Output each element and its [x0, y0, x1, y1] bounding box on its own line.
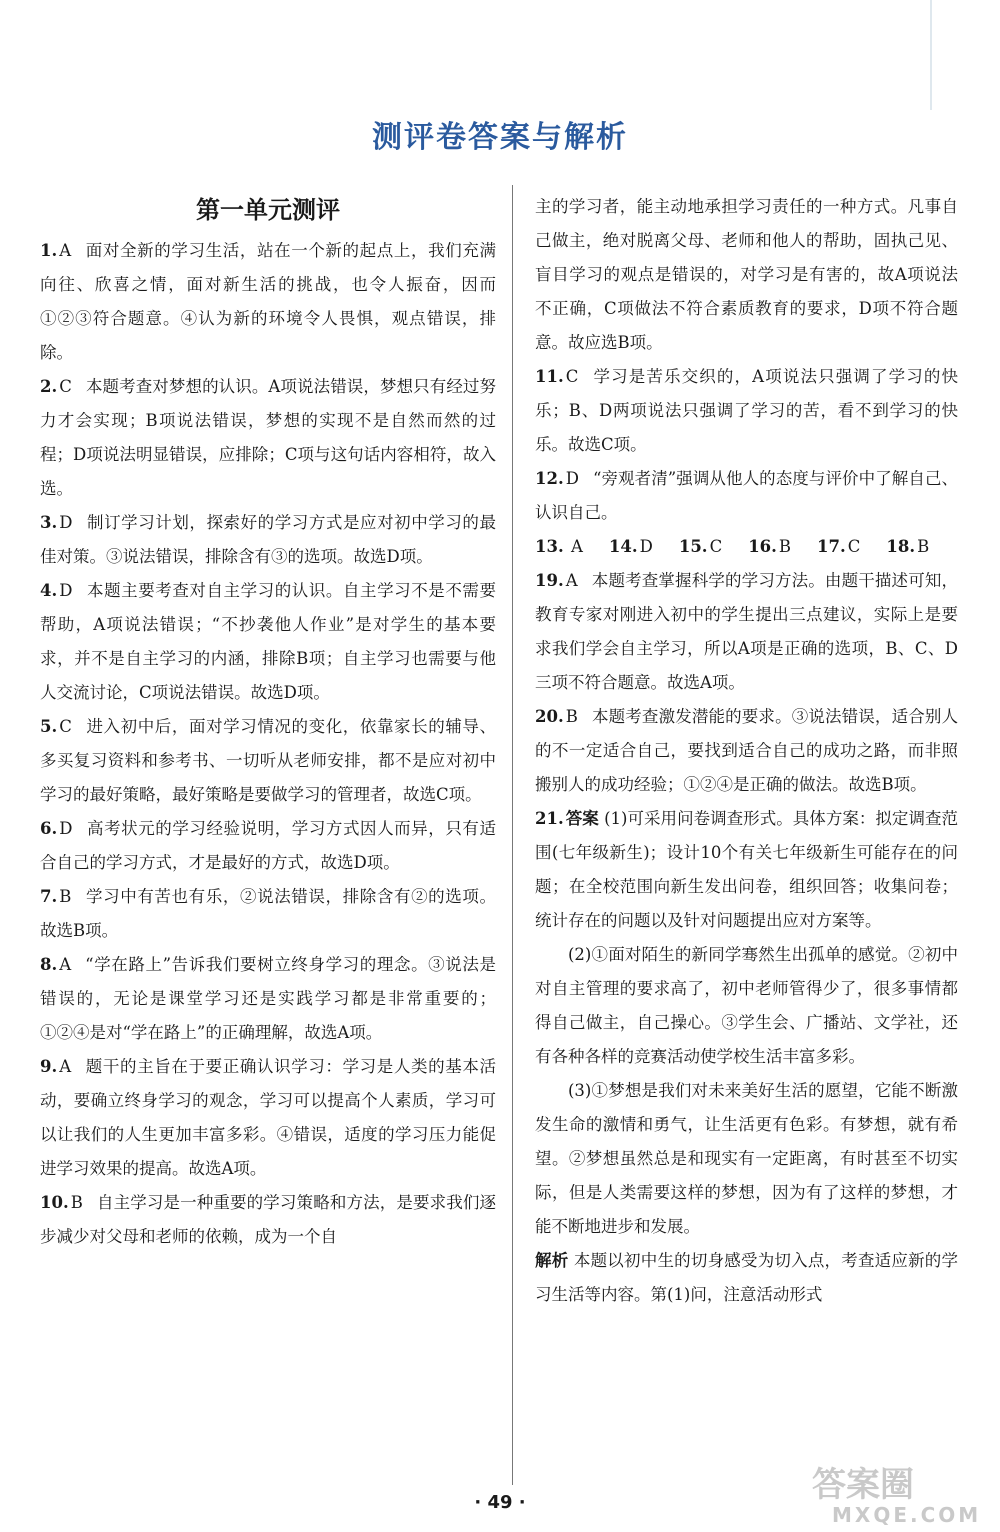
page-title: 测评卷答案与解析	[372, 120, 628, 155]
answer-item-7: 7. B 学习中有苦也有乐，②说法错误，排除含有②的选项。故选B项。	[40, 887, 496, 940]
analysis-paragraph: 解析 本题以初中生的切身感受为切入点，考查适应新的学习生活等内容。第(1)问，注意活动形式	[535, 1251, 959, 1304]
short-answer-14: 14. D	[608, 537, 653, 556]
right-column	[535, 190, 958, 1312]
answer-item-4: 4. D 本题主要考查对自主学习的认识。自主学习不是不需要帮助，A项说法错误；“不抄袭他人作业”是对学生的基本要求，并不是自主学习的内涵，排除B项；自主学习也需要与他人交流讨论，C项说法错误。故选D项。	[40, 581, 496, 702]
short-answer-18: 18. B	[886, 537, 930, 556]
answer-item-2: 2. C 本题考查对梦想的认识。A项说法错误，梦想只有经过努力才会实现；B项说法错误，梦想的实现不是自然而然的过程；D项说法明显错误，应排除；C项与这句话内容相符，故入选。	[40, 377, 496, 498]
answer-item-8: 8. A “学在路上”告诉我们要树立终身学习的理念。③说法是错误的，无论是课堂学习还是实践学习都是非常重要的；①②④是对“学在路上”的正确理解，故选A项。	[40, 955, 496, 1042]
answer-item-9: 9. A 题干的主旨在于要正确认识学习：学习是人类的基本活动，要确立终身学习的观念，学习可以提高个人素质，学习可以让我们的人生更加丰富多彩。④错误，适度的学习压力能促进学习效果的提高。故选A项。	[40, 1057, 496, 1178]
watermark-url: MXQE.COM	[832, 1503, 982, 1527]
short-answer-13: 13. A	[535, 537, 583, 556]
answer-item-10: 10. B 自主学习是一种重要的学习策略和方法，是要求我们逐步减少对父母和老师的依赖，成为一个自	[40, 1193, 496, 1246]
short-answer-16: 16. B	[748, 537, 792, 556]
unit-title: 第一单元测评	[196, 196, 340, 224]
short-answers-row	[535, 530, 958, 564]
analysis-label: 解析	[535, 1251, 569, 1270]
answer-item-12: 12. D “旁观者清”强调从他人的态度与评价中了解自己、认识自己。	[535, 469, 958, 522]
answer-item-21-part-2: (2)①面对陌生的新同学骞然生出孤单的感觉。②初中对自主管理的要求高了，初中老师管得少了，很多事情都得自己做主，自己操心。③学生会、广播站、文学社，还有各种各样的竞赛活动使学校生活丰富多彩。	[535, 945, 958, 1066]
answer-item-21: 21. 答案 (1)可采用问卷调查形式。具体方案：拟定调查范围(七年级新生)；设计10个有关七年级新生可能存在的问题；在全校范围向新生发出问卷，组织回答；收集问卷；统计存在的问题以及针对问题提出应对方案等。	[535, 809, 959, 930]
short-answer-15: 15. C	[678, 537, 723, 556]
watermark-text: 答案圈	[812, 1465, 914, 1505]
short-answer-17: 17. C	[817, 537, 861, 556]
answer-item-3: 3. D 制订学习计划，探索好的学习方式是应对初中学习的最佳对策。③说法错误，排除含有③的选项。故选D项。	[40, 513, 496, 566]
page-number: · 49 ·	[474, 1492, 526, 1513]
column-divider	[512, 185, 513, 1485]
answer-item-6: 6. D 高考状元的学习经验说明，学习方式因人而异，只有适合自己的学习方式，才是最好的方式，故选D项。	[40, 819, 496, 872]
answer-item-11: 11. C 学习是苦乐交织的，A项说法只强调了学习的快乐；B、D两项说法只强调了学习的苦，看不到学习的快乐。故选C项。	[535, 367, 958, 454]
answer-item-5: 5. C 进入初中后，面对学习情况的变化，依靠家长的辅导、多买复习资料和参考书、一切听从老师安排，都不是应对初中学习的最好策略，最好策略是要做学习的管理者，故选C项。	[40, 717, 496, 804]
answer-item-20: 20. B 本题考查激发潜能的要求。③说法错误，适合别人的不一定适合自己，要找到适合自己的成功之路，而非照搬别人的成功经验；①②④是正确的做法。故选B项。	[535, 707, 958, 794]
watermark-logo	[812, 1465, 992, 1528]
answer-label: 答案	[565, 809, 599, 828]
page-edge-line	[930, 0, 932, 110]
answer-item-21-part-3: (3)①梦想是我们对未来美好生活的愿望，它能不断激发生命的激情和勇气，让生活更有色彩。有梦想，就有希望。②梦想虽然总是和现实有一定距离，有时甚至不切实际，但是人类需要这样的梦想，因为有了这样的梦想，才能不断地进步和发展。	[535, 1081, 958, 1236]
answer-item-10-continued: 主的学习者，能主动地承担学习责任的一种方式。凡事自己做主，绝对脱离父母、老师和他人的帮助，固执己见、盲目学习的观点是错误的，对学习是有害的，故A项说法不正确，C项做法不符合素质教育的要求，D项不符合题意。故应选B项。	[535, 197, 958, 352]
answer-item-1: 1. A 面对全新的学习生活，站在一个新的起点上，我们充满向往、欣喜之情，面对新生活的挑战，也令人振奋，因而①②③符合题意。④认为新的环境令人畏惧，观点错误，排除。	[40, 241, 496, 362]
answer-item-19: 19. A 本题考查掌握科学的学习方法。由题干描述可知，教育专家对刚进入初中的学生提出三点建议，实际上是要求我们学会自主学习，所以A项是正确的选项，B、C、D三项不符合题意。故选A项。	[535, 571, 958, 692]
left-column	[40, 190, 496, 1254]
